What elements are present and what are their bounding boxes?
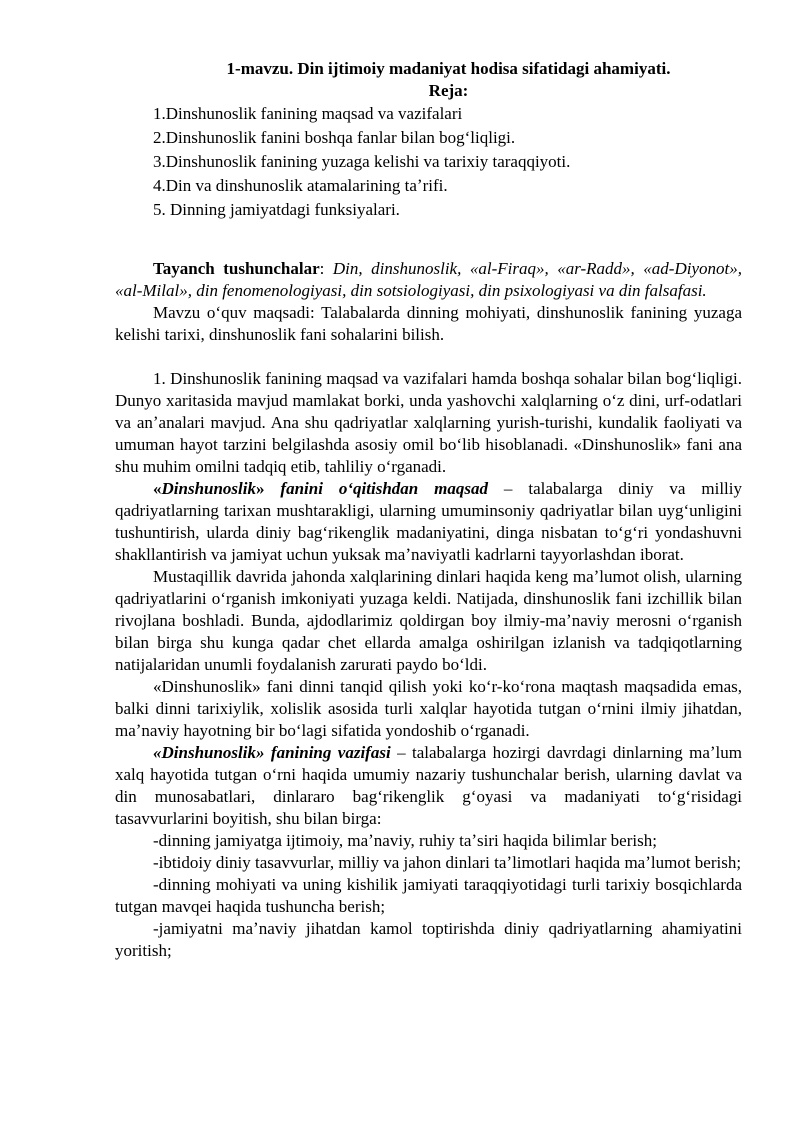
plan-item: 3.Dinshunoslik fanining yuzaga kelishi va tarixiy taraqqiyoti. [153, 152, 571, 171]
plan-item: 5. Dinning jamiyatdagi funksiyalari. [153, 200, 400, 219]
bullet-dash: - [153, 919, 159, 938]
document-page [115, 58, 742, 962]
aim-quote-close: » [256, 479, 265, 498]
key-terms-paragraph [115, 258, 742, 302]
aim-text: – talabalarga diniy va milliy qadriyatlarning tarixan mushtarakligi, ularning umuminsoniy qadriyatlar bilan uygʻunligini tushuntirish, ularda diniy bagʻrikenglik madaniyatini, dinga nisbatan toʻgʻri yondashuvni shakllantirish va jamiyat uchun yuksak maʼnaviyatli kadrlarni tayyorlashdan iborat. [115, 479, 742, 564]
aim-bold-subject: Dinshunoslik [161, 479, 256, 498]
plan-item: 1.Dinshunoslik fanining maqsad va vazifalari [153, 104, 463, 123]
bullet-item [115, 874, 742, 918]
plan-heading: Reja: [428, 81, 469, 100]
bullet-text: dinning mohiyati va uning kishilik jamiyati taraqqiyotidagi turli tarixiy bosqichlarda tutgan mavqei haqida tushuncha berish; [115, 875, 742, 916]
bullet-text: ibtidoiy diniy tasavvurlar, milliy va jahon dinlari taʼlimotlari haqida maʼlumot berish; [158, 853, 742, 872]
bullet-dash: - [153, 853, 159, 872]
plan-item: 4.Din va dinshunoslik atamalarining taʼrifi. [153, 176, 448, 195]
plan-item: 2.Dinshunoslik fanini boshqa fanlar bilan bogʻliqligi. [153, 128, 516, 147]
critique-paragraph: «Dinshunoslik» fani dinni tanqid qilish yoki koʻr-koʻrona maqtash maqsadida emas, balki dinni tarixiylik, xolislik asosida turli xalqlar hayotida tutgan oʻrnini ilmiy jihatdan, maʼnaviy hayotning bir boʻlagi sifatida yondoshib oʻrganadi. [115, 677, 742, 740]
bullet-item [115, 830, 742, 852]
bullet-item [115, 852, 742, 874]
goal-paragraph: Mavzu oʻquv maqsadi: Talabalarda dinning mohiyati, dinshunoslik fanining yuzaga kelishi tarixi, dinshunoslik fani sohalarini bilish. [115, 303, 742, 344]
bullet-text: dinning jamiyatga ijtimoiy, maʼnaviy, ruhiy taʼsiri haqida bilimlar berish; [158, 831, 657, 850]
bullet-dash: - [153, 831, 159, 850]
independence-paragraph: Mustaqillik davrida jahonda xalqlarining dinlari haqida keng maʼlumot olish, ularning qadriyatlarini oʻrganish imkoniyati yuzaga keldi. Natijada, dinshunoslik fani izchillik bilan rivojlana boshladi. Bunda, ajdodlarimiz qoldirgan boy ilmiy-maʼnaviy merosni oʻrganish bilan birga shu kunga qadar chet ellarda amalga oshirilgan izlanish va tadqiqotlarning natijalaridan unumli foydalanish zarurati paydo boʻldi. [115, 567, 742, 674]
key-terms-list: Din, dinshunoslik, «al-Firaq», «ar-Radd», «ad-Diyonot», «al-Milal», din fenomenologiyasi, din sotsiologiyasi, din psixologiyasi va din falsafasi. [115, 259, 742, 300]
bullet-text: jamiyatni maʼnaviy jihatdan kamol toptirishda diniy qadriyatlarning ahamiyatini yoritish; [115, 919, 742, 960]
bullet-item [115, 918, 742, 962]
bullet-dash: - [153, 875, 159, 894]
task-paragraph [115, 742, 742, 830]
document-title: 1-mavzu. Din ijtimoiy madaniyat hodisa sifatidagi ahamiyati. [226, 59, 671, 78]
aim-quote-open: « [153, 479, 162, 498]
aim-paragraph [115, 478, 742, 566]
plan-list [115, 102, 742, 222]
key-terms-colon: : [319, 259, 333, 278]
task-bold-title: «Dinshunoslik» fanining vazifasi [153, 743, 391, 762]
aim-bold-title: fanini oʻqitishdan maqsad [264, 479, 488, 498]
task-text: – talabalarga hozirgi davrdagi dinlarning maʼlum xalq hayotida tutgan oʻrni haqida umumiy nazariy tushunchalar berish, ularning davlat va din munosabatlari, dinlararo bagʻrikenglik gʻoyasi va madaniyati toʻgʻrisidagi tasavvurlarini boyitish, shu bilan birga: [115, 743, 742, 828]
key-terms-label: Tayanch tushunchalar [153, 259, 320, 278]
section1-paragraph: 1. Dinshunoslik fanining maqsad va vazifalari hamda boshqa sohalar bilan bogʻliqligi. Dunyo xaritasida mavjud mamlakat borki, unda yashovchi xalqlarning oʻz dini, urf-odatlari va anʼanalari mavjud. Ana shu qadriyatlar xalqlarning yurish-turishi, kundalik faoliyati va umuman hayot tarzini belgilashda asosiy omil boʻlib hisoblanadi. «Dinshunoslik» fani ana shu muhim omilni tadqiq etib, tahliliy oʻrganadi. [115, 369, 742, 476]
